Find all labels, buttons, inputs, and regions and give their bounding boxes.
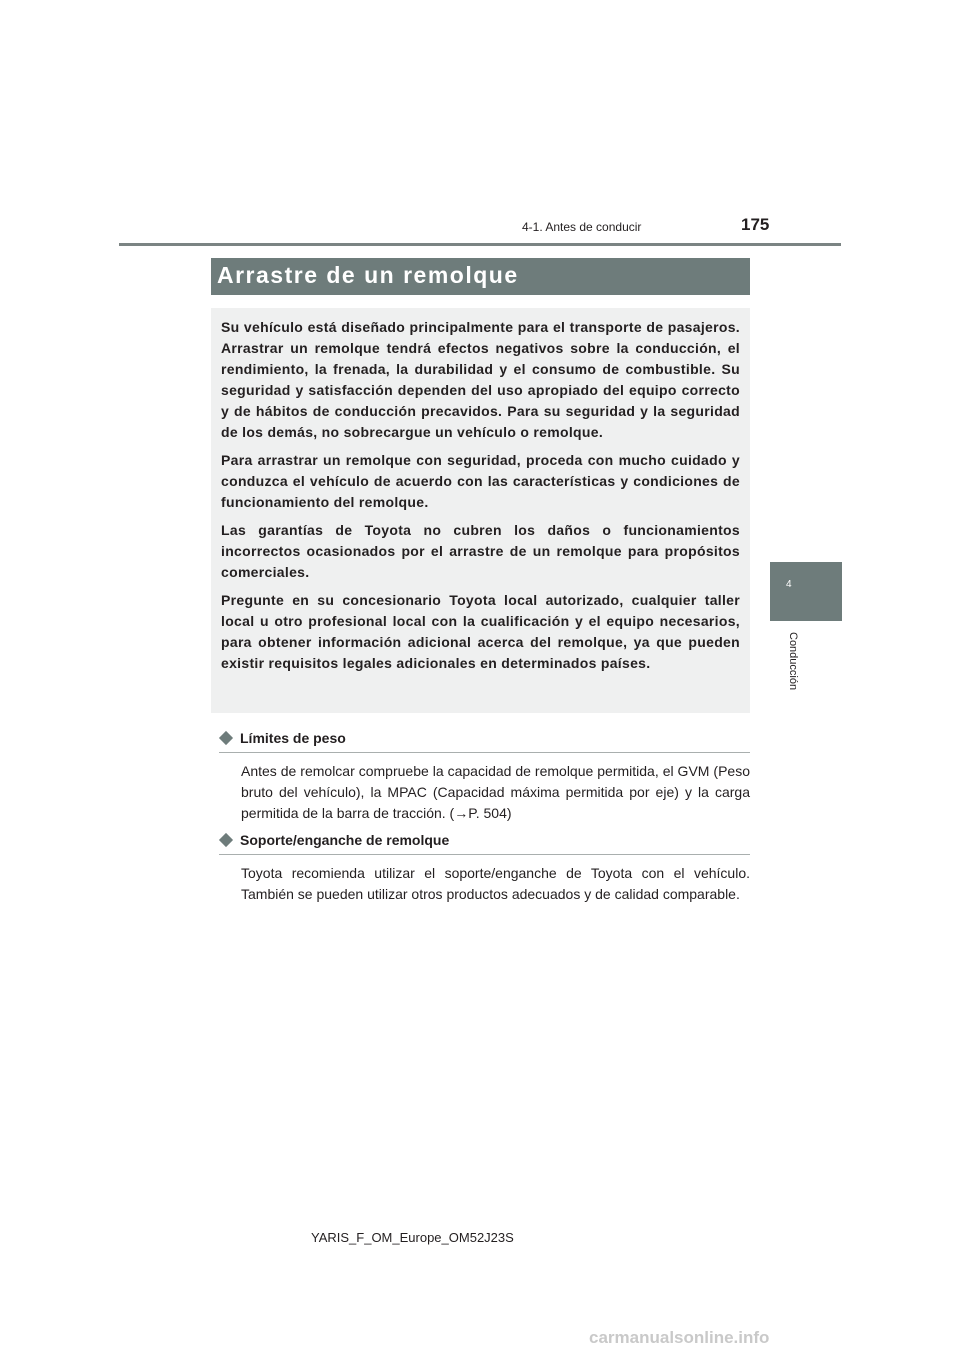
title-bar — [211, 258, 750, 295]
intro-paragraph: Su vehículo está diseñado principalmente para el transporte de pasajeros. Arrastrar un remolque tendrá efectos negativos sobre la conducción, el rendimiento, la frenada, la durabilidad y el consumo de combustible. Su seguridad y satisfacción dependen del uso apropiado del equipo correcto y de hábitos de conducción precavidos. Para su seguridad y la seguridad de los demás, no sobrecargue un vehículo o remolque. — [221, 319, 740, 440]
intro-paragraph: Pregunte en su concesionario Toyota local autorizado, cualquier taller local u otro profesional local con la cualificación y el equipo necesarios, para obtener información adicional acerca del remolque, ya que pueden existir requisitos legales adicionales en determinados países. — [221, 592, 740, 671]
section-body: Toyota recomienda utilizar el soporte/enganche de Toyota con el vehículo. También se pueden utilizar otros productos adecuados y de calidad comparable. — [241, 865, 750, 902]
section-heading — [219, 728, 750, 748]
header-divider — [119, 243, 841, 246]
page-title: Arrastre de un remolque — [217, 262, 519, 288]
chapter-number: 4 — [786, 579, 792, 590]
section-heading — [219, 830, 750, 850]
diamond-bullet-icon — [219, 731, 233, 745]
footer-doc-id: YARIS_F_OM_Europe_OM52J23S — [311, 1230, 514, 1245]
header-section-title: 4-1. Antes de conducir — [522, 220, 642, 234]
intro-box — [211, 308, 750, 713]
section-divider — [219, 752, 750, 753]
section-body: Antes de remolcar compruebe la capacidad de remolque permitida, el GVM (Peso bruto del vehículo), la MPAC (Capacidad máxima permitida por eje) y la carga permitida de la barra de tracción. (→P. 504) — [241, 763, 750, 821]
chapter-tab[interactable] — [770, 562, 842, 621]
page-number: 175 — [741, 215, 770, 234]
section-heading-text: Límites de peso — [240, 730, 346, 746]
intro-paragraph: Las garantías de Toyota no cubren los daños o funcionamientos incorrectos ocasionados por el arrastre de un remolque para propósitos comerciales. — [221, 522, 740, 580]
chapter-label: Conducción — [787, 632, 799, 691]
section-weight-limits — [219, 728, 750, 824]
section-heading-text: Soporte/enganche de remolque — [240, 832, 450, 848]
section-divider — [219, 854, 750, 855]
watermark: carmanualsonline.info — [589, 1328, 770, 1347]
diamond-bullet-icon — [219, 833, 233, 847]
intro-paragraph: Para arrastrar un remolque con seguridad, proceda con mucho cuidado y conduzca el vehículo de acuerdo con las características y condiciones de funcionamiento del remolque. — [221, 452, 740, 510]
section-trailer-hitch — [219, 830, 750, 905]
